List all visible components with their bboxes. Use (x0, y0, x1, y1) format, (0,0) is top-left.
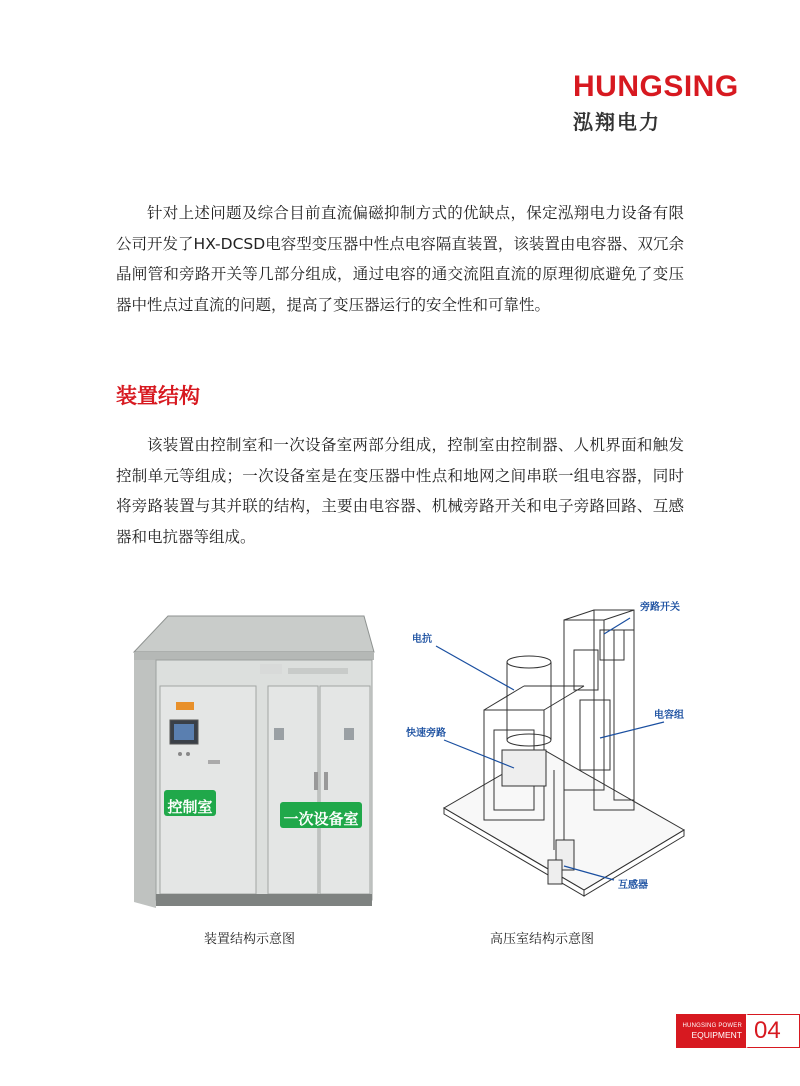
high-voltage-room-diagram (404, 590, 694, 920)
label-primary-room: 一次设备室 (283, 810, 359, 828)
footer-line2: EQUIPMENT (691, 1029, 742, 1040)
page-number: 04 (746, 1014, 800, 1048)
label-reactor: 电抗 (412, 634, 432, 645)
footer-line1: HUNGSING POWER (682, 1022, 742, 1029)
page-footer (676, 1014, 800, 1048)
footer-brand-block (676, 1014, 746, 1048)
label-control-room: 控制室 (167, 798, 213, 816)
label-fast-bypass: 快速旁路 (406, 728, 446, 739)
label-bypass-switch: 旁路开关 (640, 602, 680, 613)
label-capacitor-bank: 电容组 (654, 710, 684, 721)
label-transformer: 互感器 (618, 880, 648, 891)
intro-paragraph: 针对上述问题及综合目前直流偏磁抑制方式的优缺点，保定泓翔电力设备有限公司开发了HX-DCSD电容型变压器中性点电容隔直装置，该装置由电容器、双冗余晶闸管和旁路开关等几部分组成，通过电容的通交流阻直流的原理彻底避免了变压器中性点过直流的问题，提高了变压器运行的安全性和可靠性。 (116, 204, 684, 314)
company-logo (573, 70, 739, 135)
diagram-caption: 高压室结构示意图 (490, 932, 595, 947)
device-photo (128, 612, 380, 918)
section-title: 装置结构 (116, 384, 200, 408)
logo-brand-cn: 泓翔电力 (573, 110, 661, 134)
photo-caption: 装置结构示意图 (204, 932, 296, 947)
logo-brand-en: HUNGSING (573, 70, 739, 103)
section-paragraph: 该装置由控制室和一次设备室两部分组成，控制室由控制器、人机界面和触发控制单元等组成；一次设备室是在变压器中性点和地网之间串联一组电容器，同时将旁路装置与其并联的结构，主要由电容器、机械旁路开关和电子旁路回路、互感器和电抗器等组成。 (116, 436, 684, 546)
